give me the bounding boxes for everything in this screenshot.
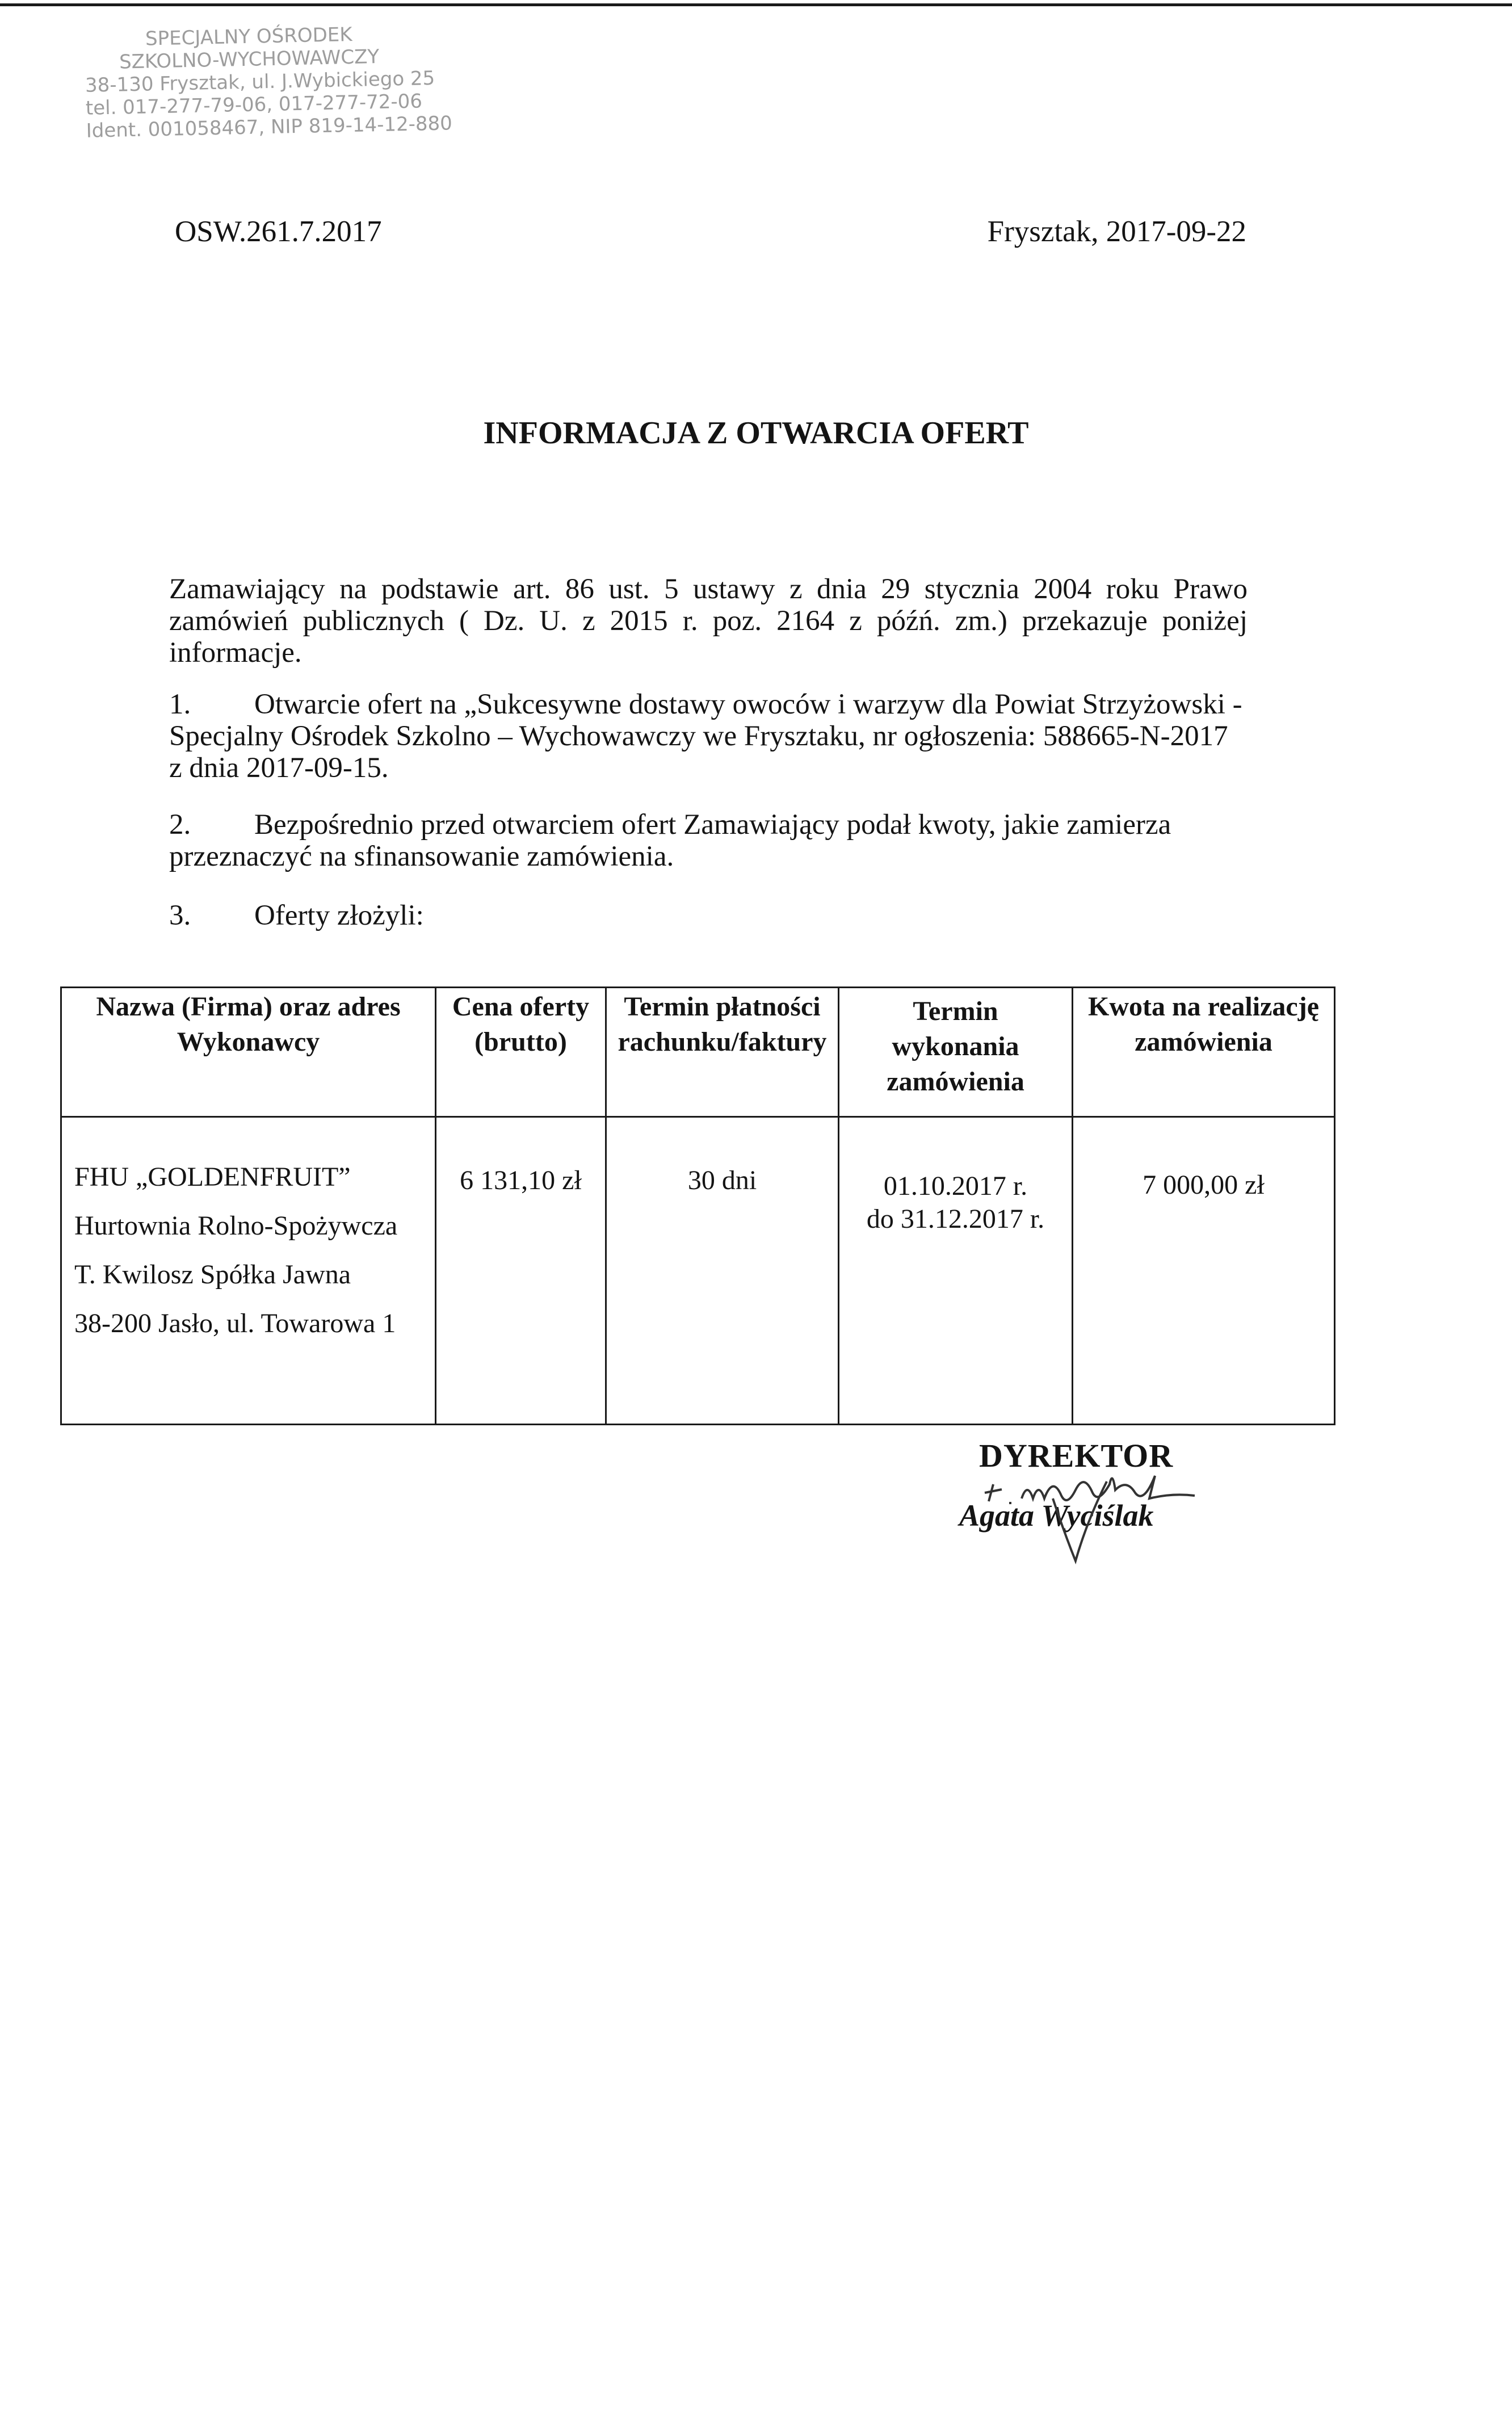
institution-stamp bbox=[84, 22, 453, 142]
stamp-line: Ident. 001058467, NIP 819-14-12-880 bbox=[86, 112, 453, 142]
contractor-cell: FHU „GOLDENFRUIT” Hurtownia Rolno-Spożywcza T. Kwilosz Spółka Jawna 38-200 Jasło, ul. Towarowa 1 bbox=[61, 1117, 436, 1425]
document-title: INFORMACJA Z OTWARCIA OFERT bbox=[483, 415, 1029, 451]
point-text: Specjalny Ośrodek Szkolno – Wychowawczy we Frysztaku, nr ogłoszenia: 588665-N-2017 bbox=[169, 720, 1228, 752]
intro-line: zamówień publicznych ( Dz. U. z 2015 r. poz. 2164 z późń. zm.) przekazuje poniżej bbox=[169, 605, 1248, 637]
column-header-execution-term: Termin wykonania zamówienia bbox=[839, 988, 1073, 1117]
place-and-date: Frysztak, 2017-09-22 bbox=[987, 215, 1246, 248]
column-header-payment-term: Termin płatności rachunku/faktury bbox=[606, 988, 839, 1117]
intro-paragraph bbox=[169, 573, 1248, 669]
stamp-line: SZKOLNO-WYCHOWAWCZY bbox=[119, 45, 380, 74]
point-text: Otwarcie ofert na „Sukcesywne dostawy owoców i warzyw dla Powiat Strzyżowski - bbox=[254, 689, 1242, 720]
price-cell: 6 131,10 zł bbox=[436, 1117, 606, 1425]
signatory-name: Agata Wyciślak bbox=[959, 1498, 1154, 1533]
stamp-line: SPECJALNY OŚRODEK bbox=[145, 23, 353, 51]
point-text: przeznaczyć na sfinansowanie zamówienia. bbox=[169, 841, 674, 872]
table-header-row bbox=[61, 988, 1335, 1117]
document-reference: OSW.261.7.2017 bbox=[175, 215, 382, 248]
stamp-line: 38-130 Frysztak, ul. J.Wybickiego 25 bbox=[85, 66, 435, 97]
point-number: 2. bbox=[169, 809, 191, 841]
point-2 bbox=[169, 809, 1248, 872]
table-row bbox=[61, 1117, 1335, 1425]
execution-term-cell: 01.10.2017 r. do 31.12.2017 r. bbox=[839, 1117, 1073, 1425]
budget-cell: 7 000,00 zł bbox=[1073, 1117, 1335, 1425]
column-header-contractor: Nazwa (Firma) oraz adres Wykonawcy bbox=[61, 988, 436, 1117]
director-signature-block bbox=[954, 1430, 1271, 1578]
page-top-border bbox=[0, 3, 1512, 6]
payment-term-cell: 30 dni bbox=[606, 1117, 839, 1425]
point-3 bbox=[169, 900, 1248, 931]
intro-line: Zamawiający na podstawie art. 86 ust. 5 ustawy z dnia 29 stycznia 2004 roku Prawo bbox=[169, 573, 1248, 605]
offers-table bbox=[60, 986, 1335, 1425]
point-1 bbox=[169, 689, 1248, 784]
handwritten-signature-icon bbox=[954, 1430, 1271, 1578]
point-number: 1. bbox=[169, 689, 191, 720]
column-header-budget: Kwota na realizację zamówienia bbox=[1073, 988, 1335, 1117]
point-text: Bezpośrednio przed otwarciem ofert Zamawiający podał kwoty, jakie zamierza bbox=[254, 809, 1171, 841]
stamp-line: tel. 017-277-79-06, 017-277-72-06 bbox=[85, 90, 423, 120]
point-text: Oferty złożyli: bbox=[254, 900, 424, 931]
point-number: 3. bbox=[169, 900, 191, 931]
signatory-title: DYREKTOR bbox=[979, 1437, 1174, 1474]
point-text: z dnia 2017-09-15. bbox=[169, 752, 389, 784]
intro-line: informacje. bbox=[169, 637, 302, 669]
column-header-price: Cena oferty (brutto) bbox=[436, 988, 606, 1117]
